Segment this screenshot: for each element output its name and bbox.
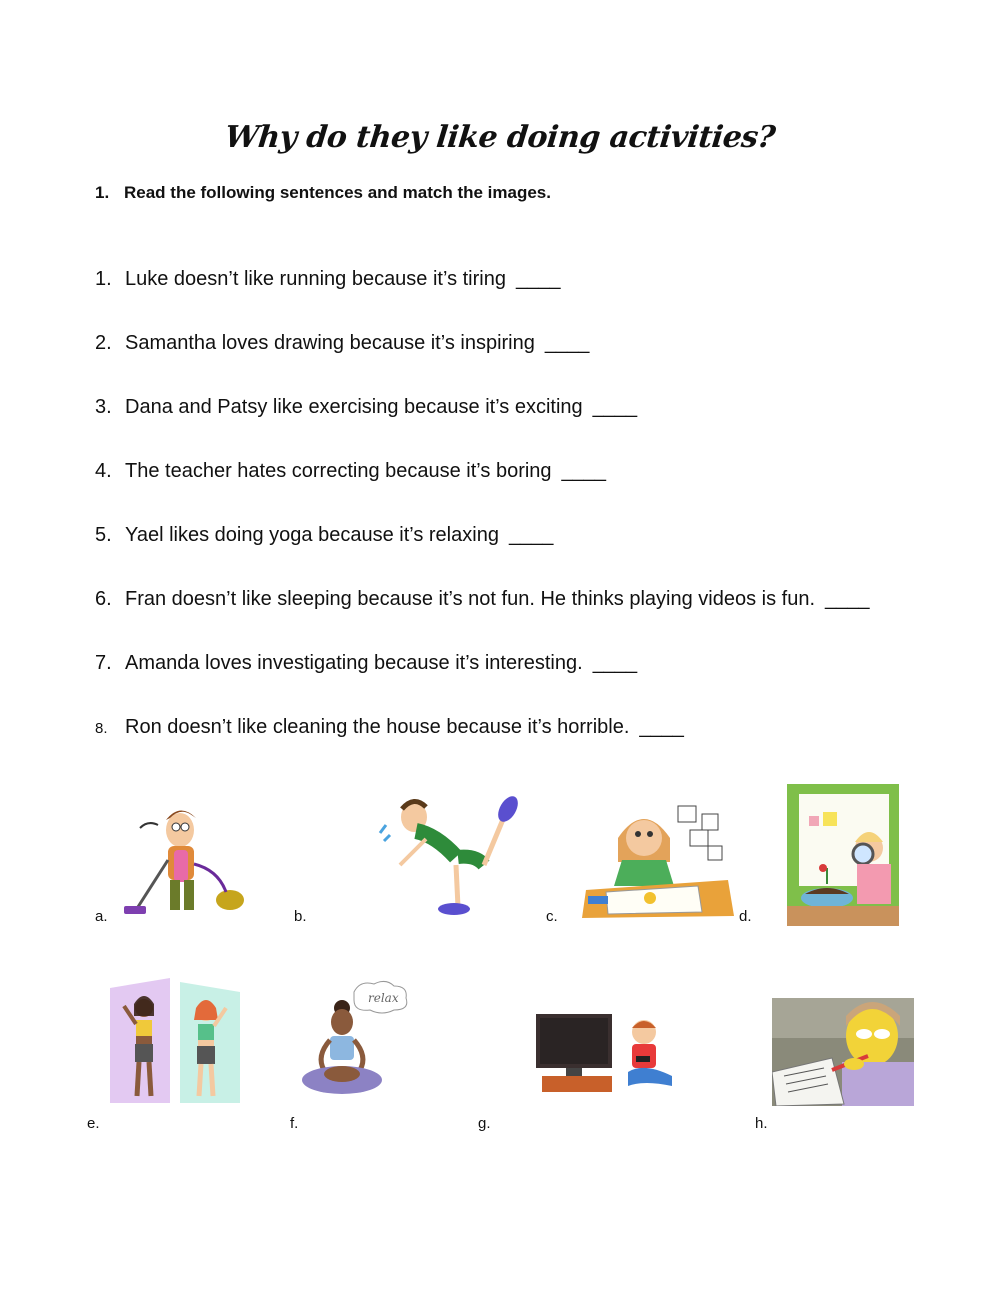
image-playing-videos[interactable] xyxy=(536,1010,676,1095)
answer-blank[interactable]: ____ xyxy=(592,396,638,418)
image-label-f: f. xyxy=(290,1115,299,1132)
instruction-number: 1. xyxy=(95,183,110,202)
sentence-1 xyxy=(95,268,560,291)
sentence-number: 2. xyxy=(95,332,112,354)
image-running-tired[interactable] xyxy=(366,795,531,920)
sentence-text: Samantha loves drawing because it’s inspiring xyxy=(125,332,535,354)
image-label-a: a. xyxy=(95,908,108,925)
sentence-number: 1. xyxy=(95,268,112,290)
instruction-text: Read the following sentences and match the images. xyxy=(124,183,551,202)
page-title: Why do they like doing activities? xyxy=(223,120,777,155)
sentence-8 xyxy=(95,716,684,739)
sentence-5 xyxy=(95,524,553,547)
image-cleaning-house[interactable] xyxy=(118,800,248,920)
answer-blank[interactable]: ____ xyxy=(561,460,607,482)
answer-blank[interactable]: ____ xyxy=(508,524,554,546)
sentence-3 xyxy=(95,396,637,419)
image-label-d: d. xyxy=(739,908,752,925)
sentence-4 xyxy=(95,460,606,483)
image-exercising[interactable] xyxy=(110,978,240,1103)
answer-blank[interactable]: ____ xyxy=(825,588,870,610)
image-label-c: c. xyxy=(546,908,558,925)
image-drawing[interactable] xyxy=(578,800,738,920)
image-correcting[interactable] xyxy=(772,998,914,1106)
sentence-text: Amanda loves investigating because it’s interesting. xyxy=(125,652,583,674)
sentence-7 xyxy=(95,652,637,675)
sentence-text: Yael likes doing yoga because it’s relaxing xyxy=(125,524,499,546)
answer-blank[interactable]: ____ xyxy=(592,652,638,674)
instruction xyxy=(95,183,551,203)
relax-bubble-text: relax xyxy=(368,991,399,1005)
sentence-number: 6. xyxy=(95,588,112,610)
image-investigating[interactable] xyxy=(787,784,899,926)
answer-blank[interactable]: ____ xyxy=(544,332,590,354)
image-label-e: e. xyxy=(87,1115,100,1132)
image-label-g: g. xyxy=(478,1115,491,1132)
sentence-number: 3. xyxy=(95,396,112,418)
sentence-text: Ron doesn’t like cleaning the house because it’s horrible. xyxy=(125,716,630,738)
answer-blank[interactable]: ____ xyxy=(515,268,561,290)
sentence-6 xyxy=(95,588,870,611)
sentence-text: Dana and Patsy like exercising because it’s exciting xyxy=(125,396,583,418)
sentence-number: 7. xyxy=(95,652,112,674)
image-label-b: b. xyxy=(294,908,307,925)
sentence-text: Luke doesn’t like running because it’s tiring xyxy=(125,268,506,290)
sentence-2 xyxy=(95,332,589,355)
sentence-number: 8. xyxy=(95,720,108,737)
image-yoga[interactable] xyxy=(290,978,415,1106)
image-label-h: h. xyxy=(755,1115,768,1132)
sentence-number: 4. xyxy=(95,460,112,482)
answer-blank[interactable]: ____ xyxy=(639,716,684,738)
sentence-text: The teacher hates correcting because it’s boring xyxy=(125,460,552,482)
sentence-text: Fran doesn’t like sleeping because it’s not fun. He thinks playing videos is fun. xyxy=(125,588,816,610)
sentence-number: 5. xyxy=(95,524,112,546)
